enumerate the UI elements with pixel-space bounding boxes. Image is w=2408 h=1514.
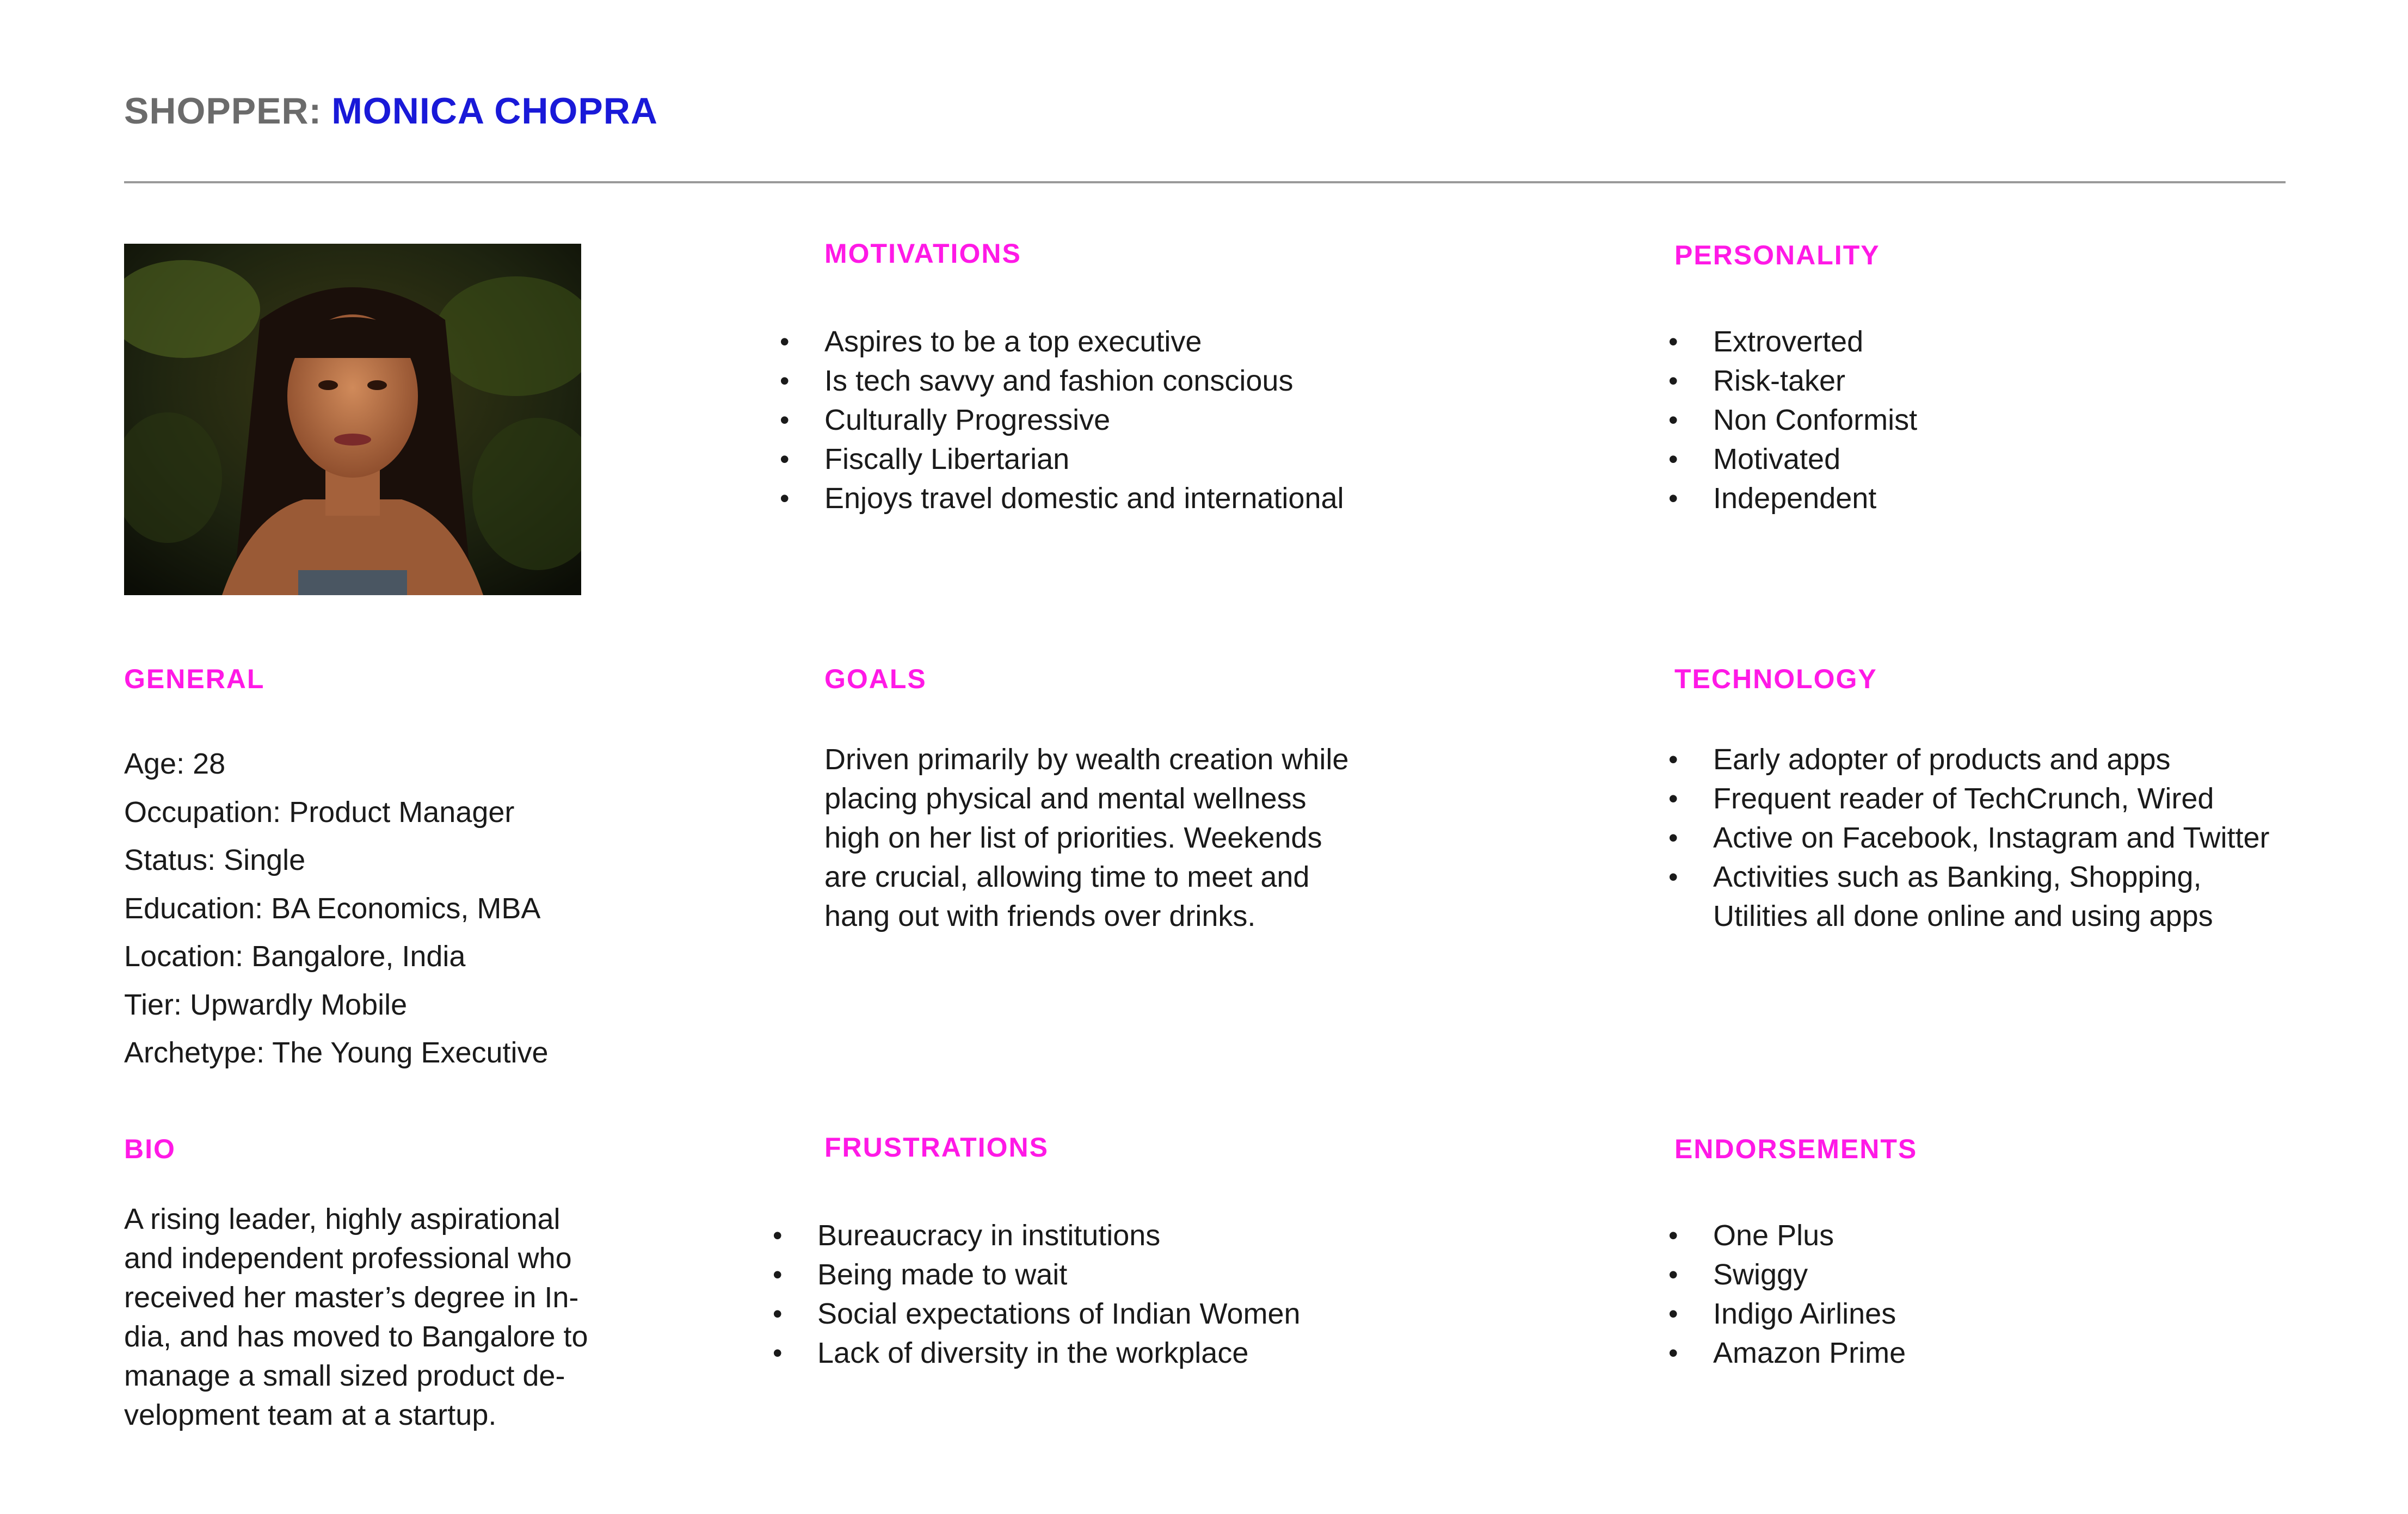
list-item: • Non Conformist	[1668, 400, 1917, 440]
portrait-photo	[124, 244, 581, 595]
text-line: hang out with friends over drinks.	[824, 900, 1256, 932]
text-line: manage a small sized product de-	[124, 1359, 565, 1392]
list-item: • Amazon Prime	[1668, 1333, 1906, 1373]
general-age: Age: 28	[124, 747, 226, 780]
item-line: Utilities all done online and using apps	[1713, 900, 2213, 932]
personality-list	[1668, 322, 1917, 518]
general-archetype: Archetype: The Young Executive	[124, 1036, 549, 1069]
list-item: • Frequent reader of TechCrunch, Wired	[1668, 779, 2270, 818]
list-item: • Being made to wait	[773, 1255, 1301, 1294]
title-prefix: SHOPPER:	[124, 90, 322, 132]
list-item: • Aspires to be a top executive	[780, 322, 1344, 361]
list-item: • Social expectations of Indian Women	[773, 1294, 1301, 1333]
text-line: received her master’s degree in In-	[124, 1281, 579, 1314]
list-item: • Risk-taker	[1668, 361, 1917, 400]
list-item: • One Plus	[1668, 1216, 1906, 1255]
general-education: Education: BA Economics, MBA	[124, 892, 541, 925]
text-line: dia, and has moved to Bangalore to	[124, 1320, 588, 1353]
text-line: velopment team at a startup.	[124, 1399, 497, 1431]
frustrations-list	[773, 1216, 1301, 1373]
goals-text	[824, 740, 1348, 936]
text-line: are crucial, allowing time to meet and	[824, 861, 1310, 893]
list-item: • Bureaucracy in institutions	[773, 1216, 1301, 1255]
motivations-title: MOTIVATIONS	[824, 238, 1021, 269]
general-tier: Tier: Upwardly Mobile	[124, 988, 408, 1021]
list-item	[1668, 857, 2270, 936]
technology-title: TECHNOLOGY	[1674, 664, 1877, 694]
text-line: high on her list of priorities. Weekends	[824, 821, 1322, 854]
frustrations-title: FRUSTRATIONS	[824, 1132, 1049, 1163]
general-status: Status: Single	[124, 844, 306, 876]
page-title	[124, 90, 658, 132]
portrait-photo-icon	[124, 244, 581, 595]
text-line: and independent professional who	[124, 1242, 572, 1275]
text-line: placing physical and mental wellness	[824, 782, 1307, 815]
general-location: Location: Bangalore, India	[124, 940, 466, 973]
list-item: • Extroverted	[1668, 322, 1917, 361]
shopper-name: MONICA CHOPRA	[331, 90, 658, 132]
list-item: • Independent	[1668, 479, 1917, 518]
list-item: • Indigo Airlines	[1668, 1294, 1906, 1333]
bio-title: BIO	[124, 1134, 176, 1164]
personality-title: PERSONALITY	[1674, 240, 1880, 270]
text-line: A rising leader, highly aspirational	[124, 1203, 561, 1235]
header-divider	[124, 181, 2286, 183]
general-occupation: Occupation: Product Manager	[124, 795, 515, 829]
goals-title: GOALS	[824, 664, 927, 694]
list-item: • Motivated	[1668, 440, 1917, 479]
motivations-list	[780, 322, 1344, 518]
list-item: • Swiggy	[1668, 1255, 1906, 1294]
endorsements-list	[1668, 1216, 1906, 1373]
endorsements-title: ENDORSEMENTS	[1674, 1134, 1918, 1164]
general-title: GENERAL	[124, 664, 265, 694]
item-line: Activities such as Banking, Shopping,	[1713, 861, 2202, 893]
list-item: • Culturally Progressive	[780, 400, 1344, 440]
list-item: • Enjoys travel domestic and international	[780, 479, 1344, 518]
text-line: Driven primarily by wealth creation while	[824, 743, 1349, 776]
list-item: • Is tech savvy and fashion conscious	[780, 361, 1344, 400]
list-item: • Fiscally Libertarian	[780, 440, 1344, 479]
technology-list	[1668, 740, 2270, 936]
list-item: • Lack of diversity in the workplace	[773, 1333, 1301, 1373]
general-list	[124, 740, 549, 1077]
list-item: • Early adopter of products and apps	[1668, 740, 2270, 779]
list-item: • Active on Facebook, Instagram and Twitter	[1668, 818, 2270, 857]
bio-text	[124, 1200, 588, 1435]
